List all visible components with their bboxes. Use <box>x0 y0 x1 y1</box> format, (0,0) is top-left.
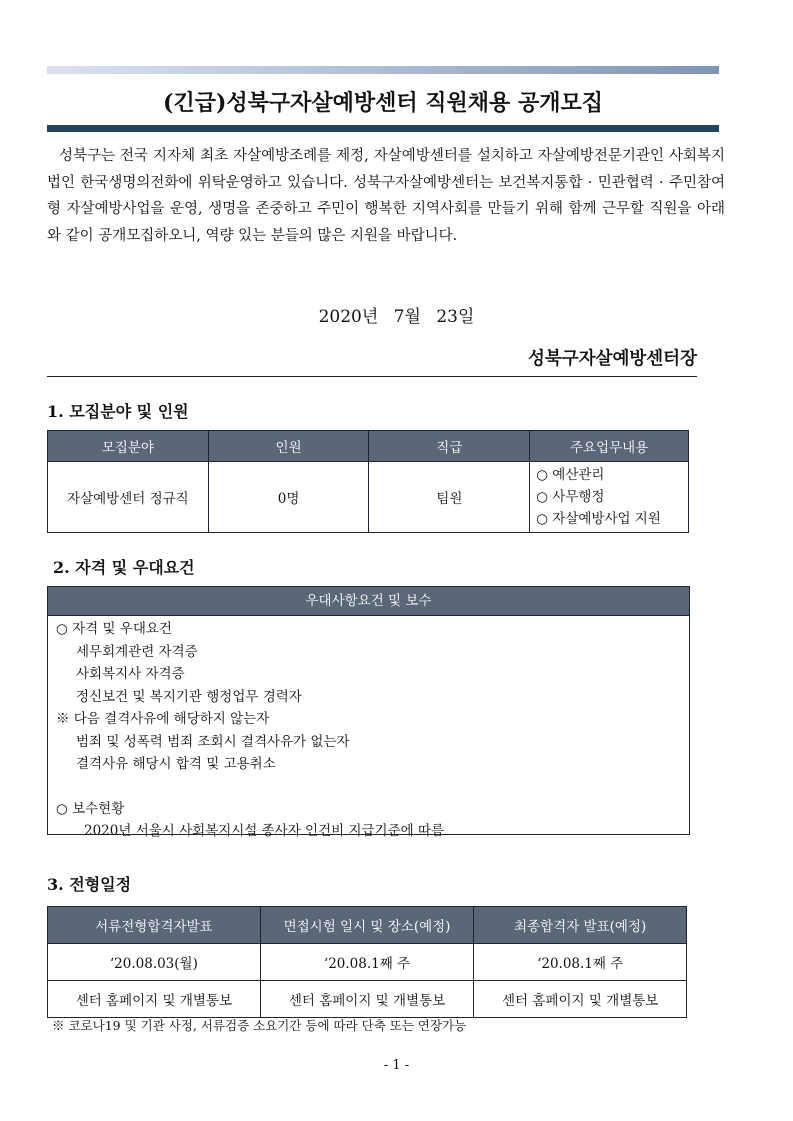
table-row <box>48 981 687 1018</box>
header-field: 모집분야 <box>48 431 209 462</box>
recruitment-table <box>47 430 689 533</box>
header-duties: 주요업무내용 <box>530 431 689 462</box>
qualifications-header: 우대사항요건 및 보수 <box>48 587 689 616</box>
section3-title: 3. 전형일정 <box>47 875 132 894</box>
header-count: 인원 <box>208 431 369 462</box>
table-row <box>48 462 689 533</box>
cell-notice: 센터 홈페이지 및 개별통보 <box>474 981 687 1018</box>
announcement-date: 2020년 7월 23일 <box>318 307 475 327</box>
cell-field: 자살예방센터 정규직 <box>48 462 209 533</box>
schedule-table <box>47 906 687 1018</box>
table-row <box>48 944 687 981</box>
page-title: (긴급)성북구자살예방센터 직원채용 공개모집 <box>163 90 603 116</box>
qual-line: 정신보건 및 복지기관 행정업무 경력자 <box>76 688 302 705</box>
intro-paragraph: 성북구는 전국 지자체 최초 자살예방조례를 제정, 자살예방센터를 설치하고 자살예방전문기관인 사회복지법인 한국생명의전화에 위탁운영하고 있습니다. 성북구자살예방센터는 보건복지통합 · 민관협력 · 주민참여형 자살예방사업을 운영, 생명을 존중하고 주민이 행복한 지역사회를 만들기 위해 함께 근무할 직원을 아래와 같이 공개모집하오니, 역량 있는 분들의 많은 지원을 바랍니다. <box>47 148 725 244</box>
signer: 성북구자살예방센터장 <box>527 349 697 369</box>
divider <box>47 376 697 377</box>
cell-rank: 팀원 <box>369 462 530 533</box>
qual-line: 세무회계관련 자격증 <box>76 643 198 660</box>
top-gradient-bar <box>47 66 719 74</box>
qual-line: ※ 다음 결격사유에 해당하지 않는자 <box>56 711 270 727</box>
qual-line: 결격사유 해당시 합격 및 고용취소 <box>76 756 276 772</box>
page-number: - 1 - <box>383 1058 410 1073</box>
qual-line: ○ 자격 및 우대요건 <box>56 621 172 637</box>
section2-title: 2. 자격 및 우대요건 <box>53 558 195 577</box>
header-interview: 면접시험 일시 및 장소(예정) <box>260 907 474 944</box>
header-rank: 직급 <box>369 431 530 462</box>
cell-notice: 센터 홈페이지 및 개별통보 <box>260 981 474 1018</box>
qual-line: ○ 보수현황 <box>56 800 125 817</box>
cell-date: ‘20.08.1째 주 <box>474 944 687 981</box>
cell-duties <box>530 462 689 533</box>
qual-line: 범죄 및 성폭력 범죄 조회시 결격사유가 없는자 <box>76 733 350 750</box>
schedule-note: ※ 코로나19 및 기관 사정, 서류검증 소요기간 등에 따라 단축 또는 연장가능 <box>52 1018 467 1033</box>
cell-count: 0명 <box>208 462 369 533</box>
duty-item: ○ 사무행정 <box>536 489 605 505</box>
cell-notice: 센터 홈페이지 및 개별통보 <box>48 981 261 1018</box>
qualifications-box <box>47 586 690 839</box>
header-doc-result: 서류전형합격자발표 <box>48 907 261 944</box>
table-header-row <box>48 431 689 462</box>
cell-date: ‘20.08.03(월) <box>48 944 261 981</box>
title-underline-bar <box>47 125 719 132</box>
qual-line: 사회복지사 자격증 <box>76 666 185 682</box>
header-final-result: 최종합격자 발표(예정) <box>474 907 687 944</box>
cell-date: ‘20.08.1째 주 <box>260 944 474 981</box>
spacer <box>56 776 681 798</box>
duty-item: ○ 예산관리 <box>536 467 605 483</box>
qualifications-body <box>48 616 689 845</box>
duty-item: ○ 자살예방사업 지원 <box>536 511 661 527</box>
section1-title: 1. 모집분야 및 인원 <box>47 402 189 421</box>
table-header-row <box>48 907 687 944</box>
qual-line: 2020년 서울시 사회복지시설 종사자 인건비 지급기준에 따름 <box>84 823 445 839</box>
